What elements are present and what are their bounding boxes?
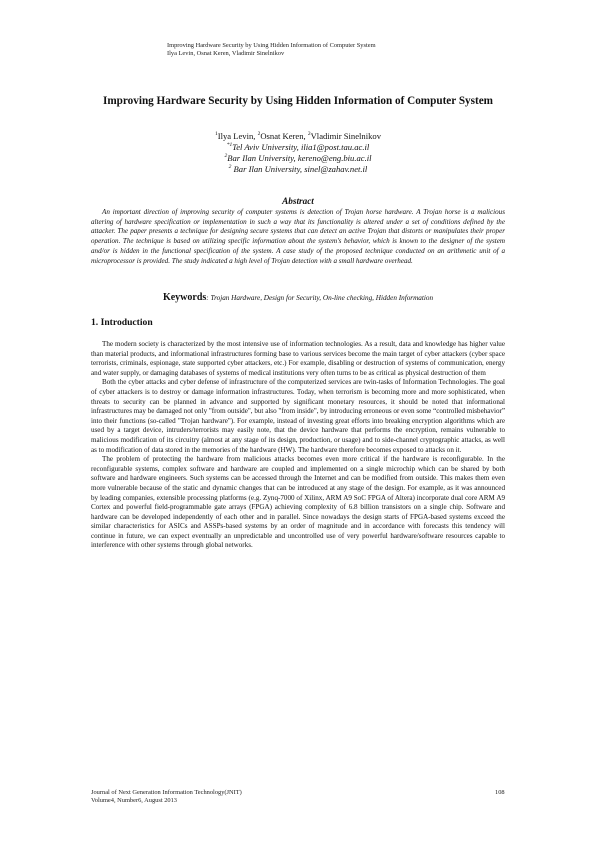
- footer-journal: [91, 789, 242, 806]
- abstract-body: [91, 208, 505, 266]
- affiliation-1: [80, 142, 516, 153]
- keywords-label: Keywords: [162, 292, 207, 303]
- abstract-paragraph: An important direction of improving security of computer systems is detection of Trojan horse hardware. A Trojan horse is a malicious altering of hardware specification or implementation in such a way that its functionality is altered under a set of conditions defined by the attacker. The paper presents a technique for designing secure systems that can detect an active Trojan that distorts or manipulates their proper operation. The technique is based on utilizing specific information about the system's behavior, which is known to the designer of the system and/or is hidden in the functional specification of the system. A case study of the proposed technique conducted on an arithmetic unit of a microprocessor is provided. The study indicated a high level of Trojan detection with a small hardware overhead.: [91, 208, 505, 265]
- running-head: [167, 42, 376, 58]
- affiliation-2-text: Bar Ilan University, kereno@eng.biu.ac.il: [227, 153, 372, 163]
- affiliation-2-sup: 2: [224, 153, 228, 160]
- author-1-name: Ilya Levin,: [217, 131, 258, 141]
- running-head-title: Improving Hardware Security by Using Hidden Information of Computer System: [167, 42, 376, 49]
- affiliation-3-sup: 2: [228, 164, 232, 171]
- page-number: 108: [495, 789, 505, 796]
- keywords: [80, 292, 516, 304]
- author-block: [80, 131, 516, 175]
- abstract-heading: Abstract: [282, 196, 314, 206]
- author-2-name: Osnat Keren,: [260, 131, 308, 141]
- footer-journal-name: Journal of Next Generation Information Technology(JNIT): [91, 789, 242, 796]
- running-head-authors: Ilya Levin, Osnat Keren, Vladimir Sinelnikov: [167, 50, 285, 57]
- affiliation-1-text: Tel Aviv University, ilia1@post.tau.ac.il: [232, 142, 370, 152]
- paper-title: Improving Hardware Security by Using Hidden Information of Computer System: [102, 95, 494, 107]
- author-2-sup: 2: [257, 131, 261, 138]
- body-paragraph-1: The modern society is characterized by the most intensive use of information technologies. As a result, data and knowledge has higher value than material products, and informational infrastructures forming base to various services become the main target of cyber attackers (cyber space terrorists, criminals, espionage, state supported cyber attackers, etc.) For example, disabling or destruction of systems of communication, energy and water supply, or damaging databases of systems of medical institutions very often turns to be as critical as physical destruction of them: [91, 340, 505, 377]
- section-heading-introduction: 1. Introduction: [91, 317, 153, 328]
- keywords-text: : Trojan Hardware, Design for Security, On-line checking, Hidden Information: [206, 294, 434, 302]
- affiliation-1-sup: *1: [226, 142, 233, 149]
- author-1-sup: 1: [214, 131, 218, 138]
- footer-journal-volume: Volume4, Number6, August 2013: [91, 797, 177, 805]
- author-3-sup: 2: [307, 131, 311, 138]
- body-paragraph-2: Both the cyber attacks and cyber defense of infrastructure of the computerized services are twin-tasks of Information Technologies. The goal of cyber attackers is to destroy or damage information infrastructures. Today, when terrorism is becoming more and more sophisticated, when threats to security can be planned in advance and supported by significant monetary resources, it should be noted that informational infrastructures may be damaged not only "from outside", but also "from inside", by introducing erroneous or even some “controlled misbehavior” into their functions (so-called "Trojan hardware"). For example, instead of investing great efforts into breaking encryption algorithms which are used by a target device, intruders/terrorists may easily note, that the device hardware that performs the encryption, remains vulnerable to malicious modification of its circuitry (almost at any stage of its design, production, or usage) and to side-channel cryptographic attacks, as well as to modification of data stored in the memories of the hardware (HW). The hardware therefore becomes exposed to attacks on it.: [91, 378, 505, 454]
- affiliation-3: [80, 164, 516, 175]
- introduction-body: [91, 340, 505, 551]
- author-3-name: Vladimir Sinelnikov: [310, 131, 382, 141]
- body-paragraph-3: The problem of protecting the hardware from malicious attacks becomes even more critical if the hardware is reconfigurable. In the reconfigurable systems, complex software and hardware are coupled and implemented on a single microchip which can be shared by both software and hardware engineers. Such systems can be accessed through the Internet and can be modified from outside. This makes them even more vulnerable because of the static and dynamic changes that can be introduced at any stage of the design. For example, as it was announced by leading companies, extensible processing platforms (e.g. Zynq-7000 of Xilinx, ARM A9 SoC FPGA of Altera) incorporate dual core ARM A9 Cortex and powerful field-programmable gate arrays (FPGA) achieving complexity of 6.8 billion transistors on a single chip. Software and hardware can be developed independently of each other and in parallel. Since nowadays the design starts of FPGA-based systems exceed the similar characteristics for ASICs and ASSPs-based systems by an order of magnitude and in accordance with forecasts this tendency will continue in future, we can expect eventually an unpredictable and uncontrolled use of very powerful hardware/software resources capable to interference with other systems through global networks.: [91, 455, 505, 550]
- author-names: [80, 131, 516, 142]
- affiliation-3-text: Bar Ilan University, sinel@zahav.net.il: [231, 164, 368, 174]
- affiliation-2: [80, 153, 516, 164]
